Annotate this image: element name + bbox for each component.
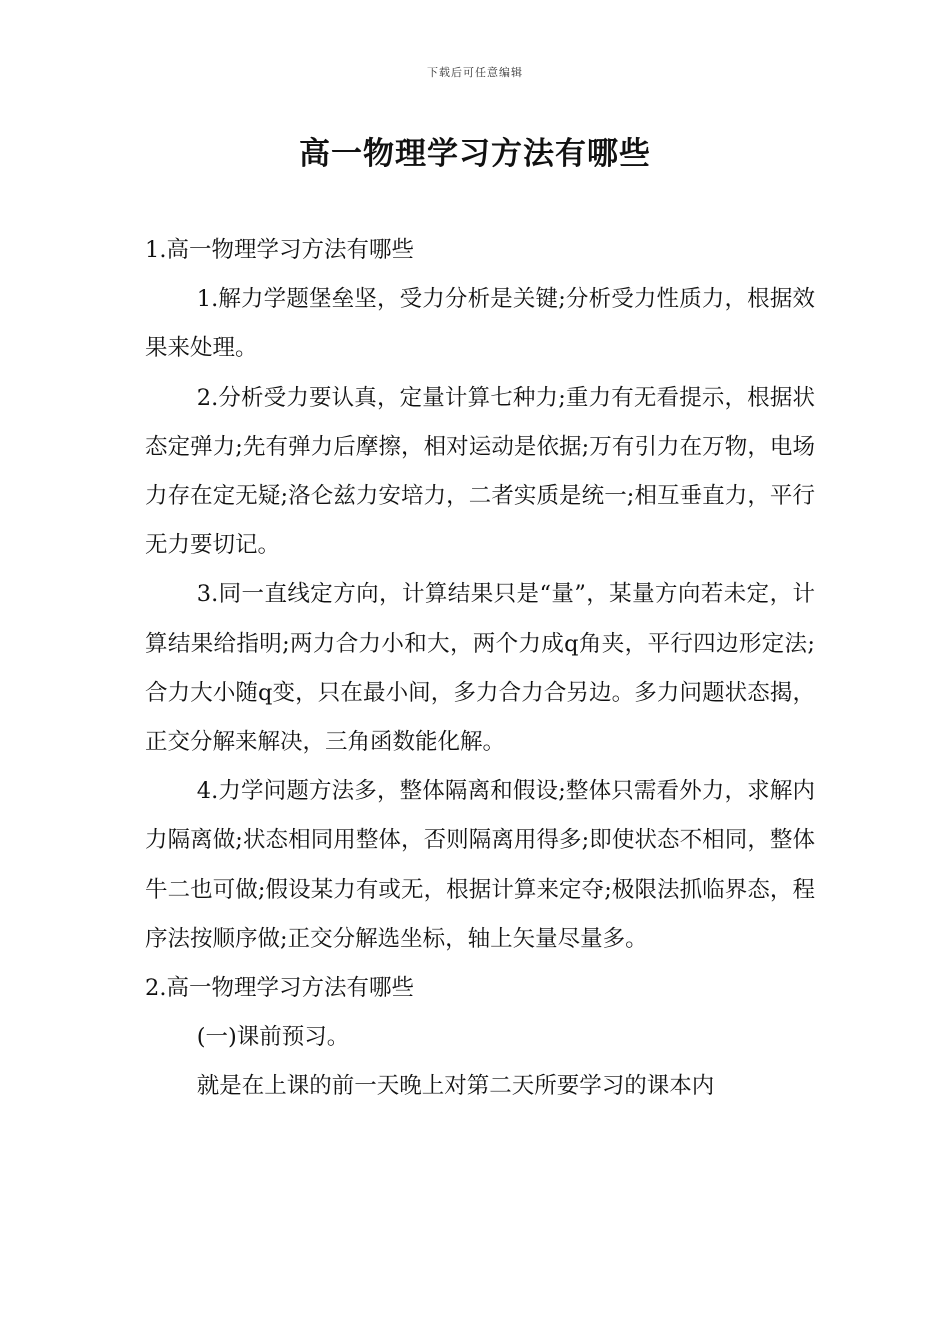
paragraph: 1.解力学题堡垒坚，受力分析是关键;分析受力性质力，根据效果来处理。 (145, 286, 815, 362)
header-note: 下载后可任意编辑 (427, 66, 523, 79)
document-body (145, 226, 815, 1112)
section-heading-2: 2.高一物理学习方法有哪些 (145, 975, 414, 1002)
document-title: 高一物理学习方法有哪些 (299, 136, 651, 172)
paragraph: 就是在上课的前一天晚上对第二天所要学习的课本内 (196, 1073, 715, 1100)
paragraph: (一)课前预习。 (196, 1024, 350, 1051)
paragraph: 2.分析受力要认真，定量计算七种力;重力有无看提示，根据状态定弹力;先有弹力后摩擦，相对运动是依据;万有引力在万物，电场力存在定无疑;洛仑兹力安培力，二者实质是统一;相互垂直力，平行无力要切记。 (145, 384, 815, 559)
section-heading-1: 1.高一物理学习方法有哪些 (145, 237, 414, 263)
paragraph: 4.力学问题方法多，整体隔离和假设;整体只需看外力，求解内力隔离做;状态相同用整体，否则隔离用得多;即使状态不相同，整体牛二也可做;假设某力有或无，根据计算来定夺;极限法抓临界态，程序法按顺序做;正交分解选坐标，轴上矢量尽量多。 (145, 778, 815, 952)
paragraph: 3.同一直线定方向，计算结果只是“量”，某量方向若未定，计算结果给指明;两力合力小和大，两个力成q角夹，平行四边形定法;合力大小随q变，只在最小间，多力合力合另边。多力问题状态揭，正交分解来解决，三角函数能化解。 (145, 581, 815, 756)
